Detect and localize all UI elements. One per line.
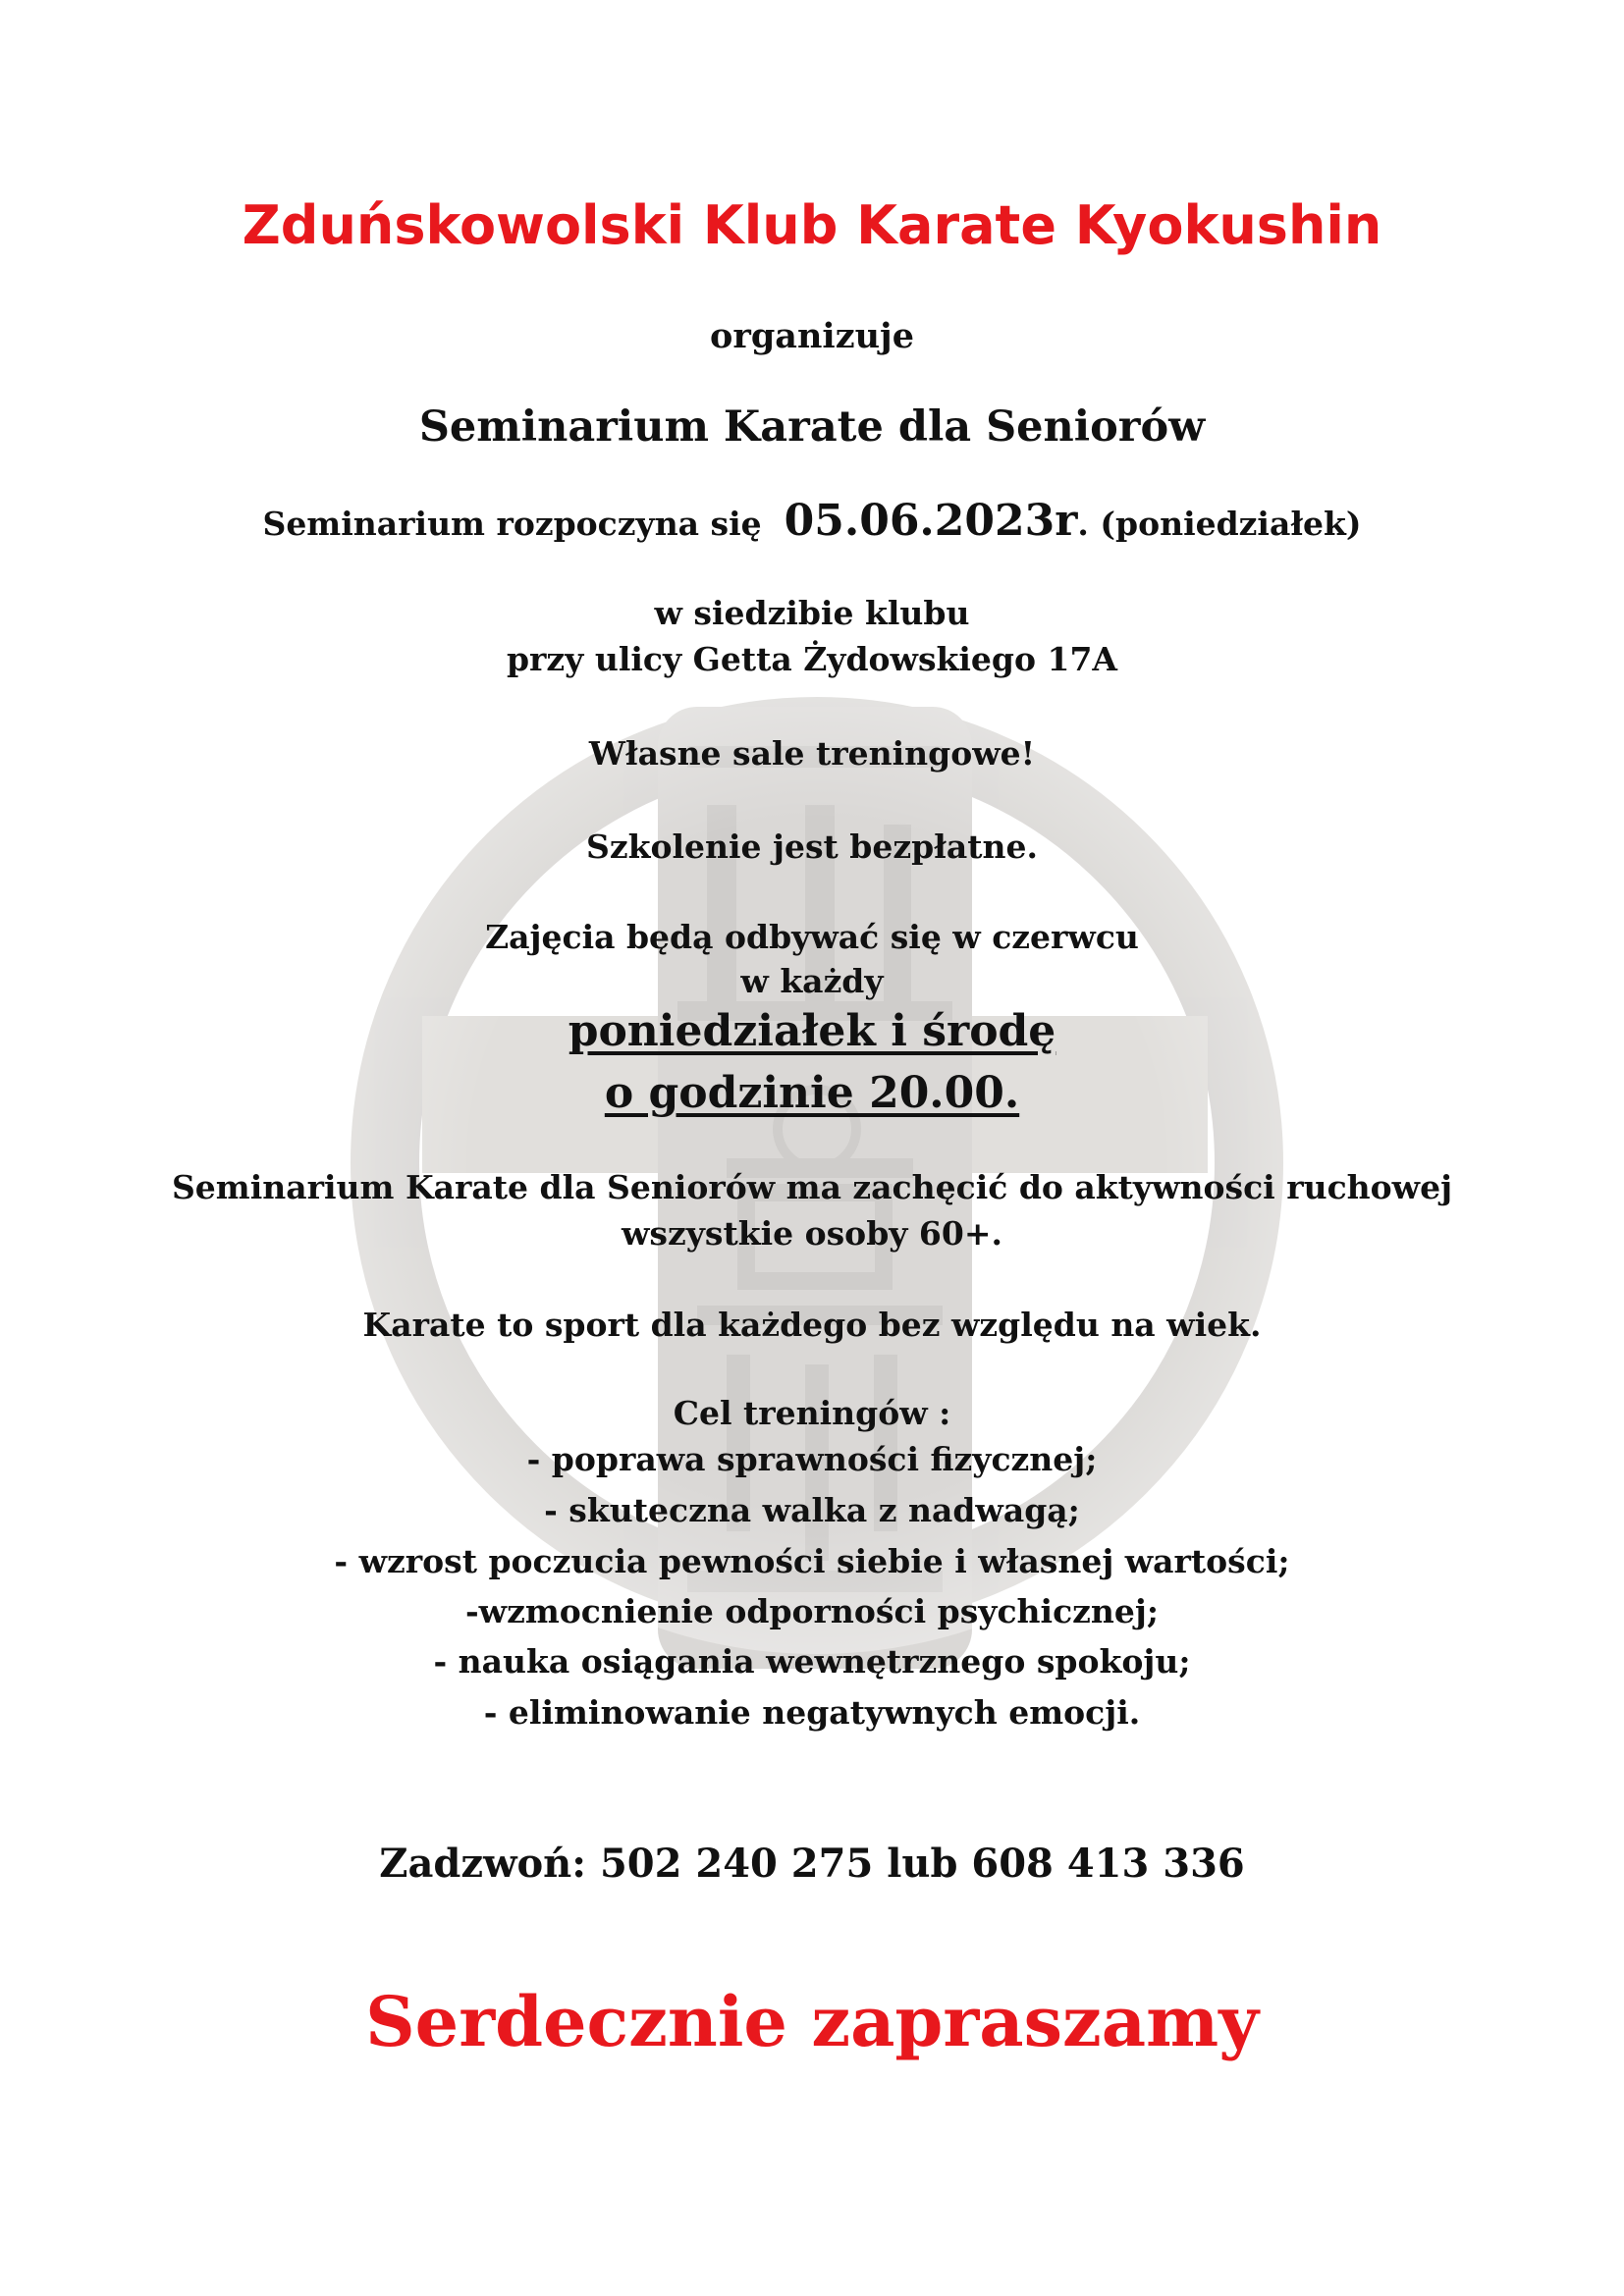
start-date: 05.06.2023r <box>784 496 1078 546</box>
start-suffix: . (poniedziałek) <box>1077 505 1362 543</box>
schedule-line-1: Zajęcia będą odbywać się w czerwcu <box>485 918 1139 956</box>
closing-invitation: Serdecznie zapraszamy <box>365 1981 1259 2062</box>
event-name: Seminarium Karate dla Seniorów <box>418 402 1206 452</box>
goals-heading: Cel treningów : <box>673 1394 951 1432</box>
location-line-2: przy ulicy Getta Żydowskiego 17A <box>506 640 1118 678</box>
goal-item: - wzrost poczucia pewności siebie i własnej wartości; <box>334 1542 1290 1580</box>
club-title: Zduńskowolski Klub Karate Kyokushin <box>242 194 1382 256</box>
own-halls-note: Własne sale treningowe! <box>588 734 1036 773</box>
schedule-time: o godzinie 20.00. <box>604 1068 1020 1118</box>
purpose-line-1: Seminarium Karate dla Seniorów ma zachęcić do aktywności ruchowej <box>171 1168 1453 1206</box>
schedule-days: poniedziałek i środę <box>568 1006 1056 1056</box>
contact-phones: Zadzwoń: 502 240 275 lub 608 413 336 <box>379 1841 1245 1887</box>
goal-item: - skuteczna walka z nadwagą; <box>544 1491 1080 1529</box>
location-line-1: w siedzibie klubu <box>654 594 970 632</box>
goal-item: - eliminowanie negatywnych emocji. <box>483 1693 1141 1732</box>
schedule-line-2: w każdy <box>740 962 884 1000</box>
start-line <box>0 496 1624 546</box>
goal-item: - poprawa sprawności fizycznej; <box>526 1440 1098 1478</box>
slogan: Karate to sport dla każdego bez względu na wiek. <box>362 1306 1262 1344</box>
goal-item: -wzmocnienie odporności psychicznej; <box>464 1592 1160 1630</box>
free-note: Szkolenie jest bezpłatne. <box>586 828 1038 866</box>
organizer-line: organizuje <box>710 316 914 356</box>
purpose-line-2: wszystkie osoby 60+. <box>621 1214 1002 1253</box>
goal-item: - nauka osiągania wewnętrznego spokoju; <box>433 1642 1191 1681</box>
start-prefix: Seminarium rozpoczyna się <box>262 505 762 543</box>
